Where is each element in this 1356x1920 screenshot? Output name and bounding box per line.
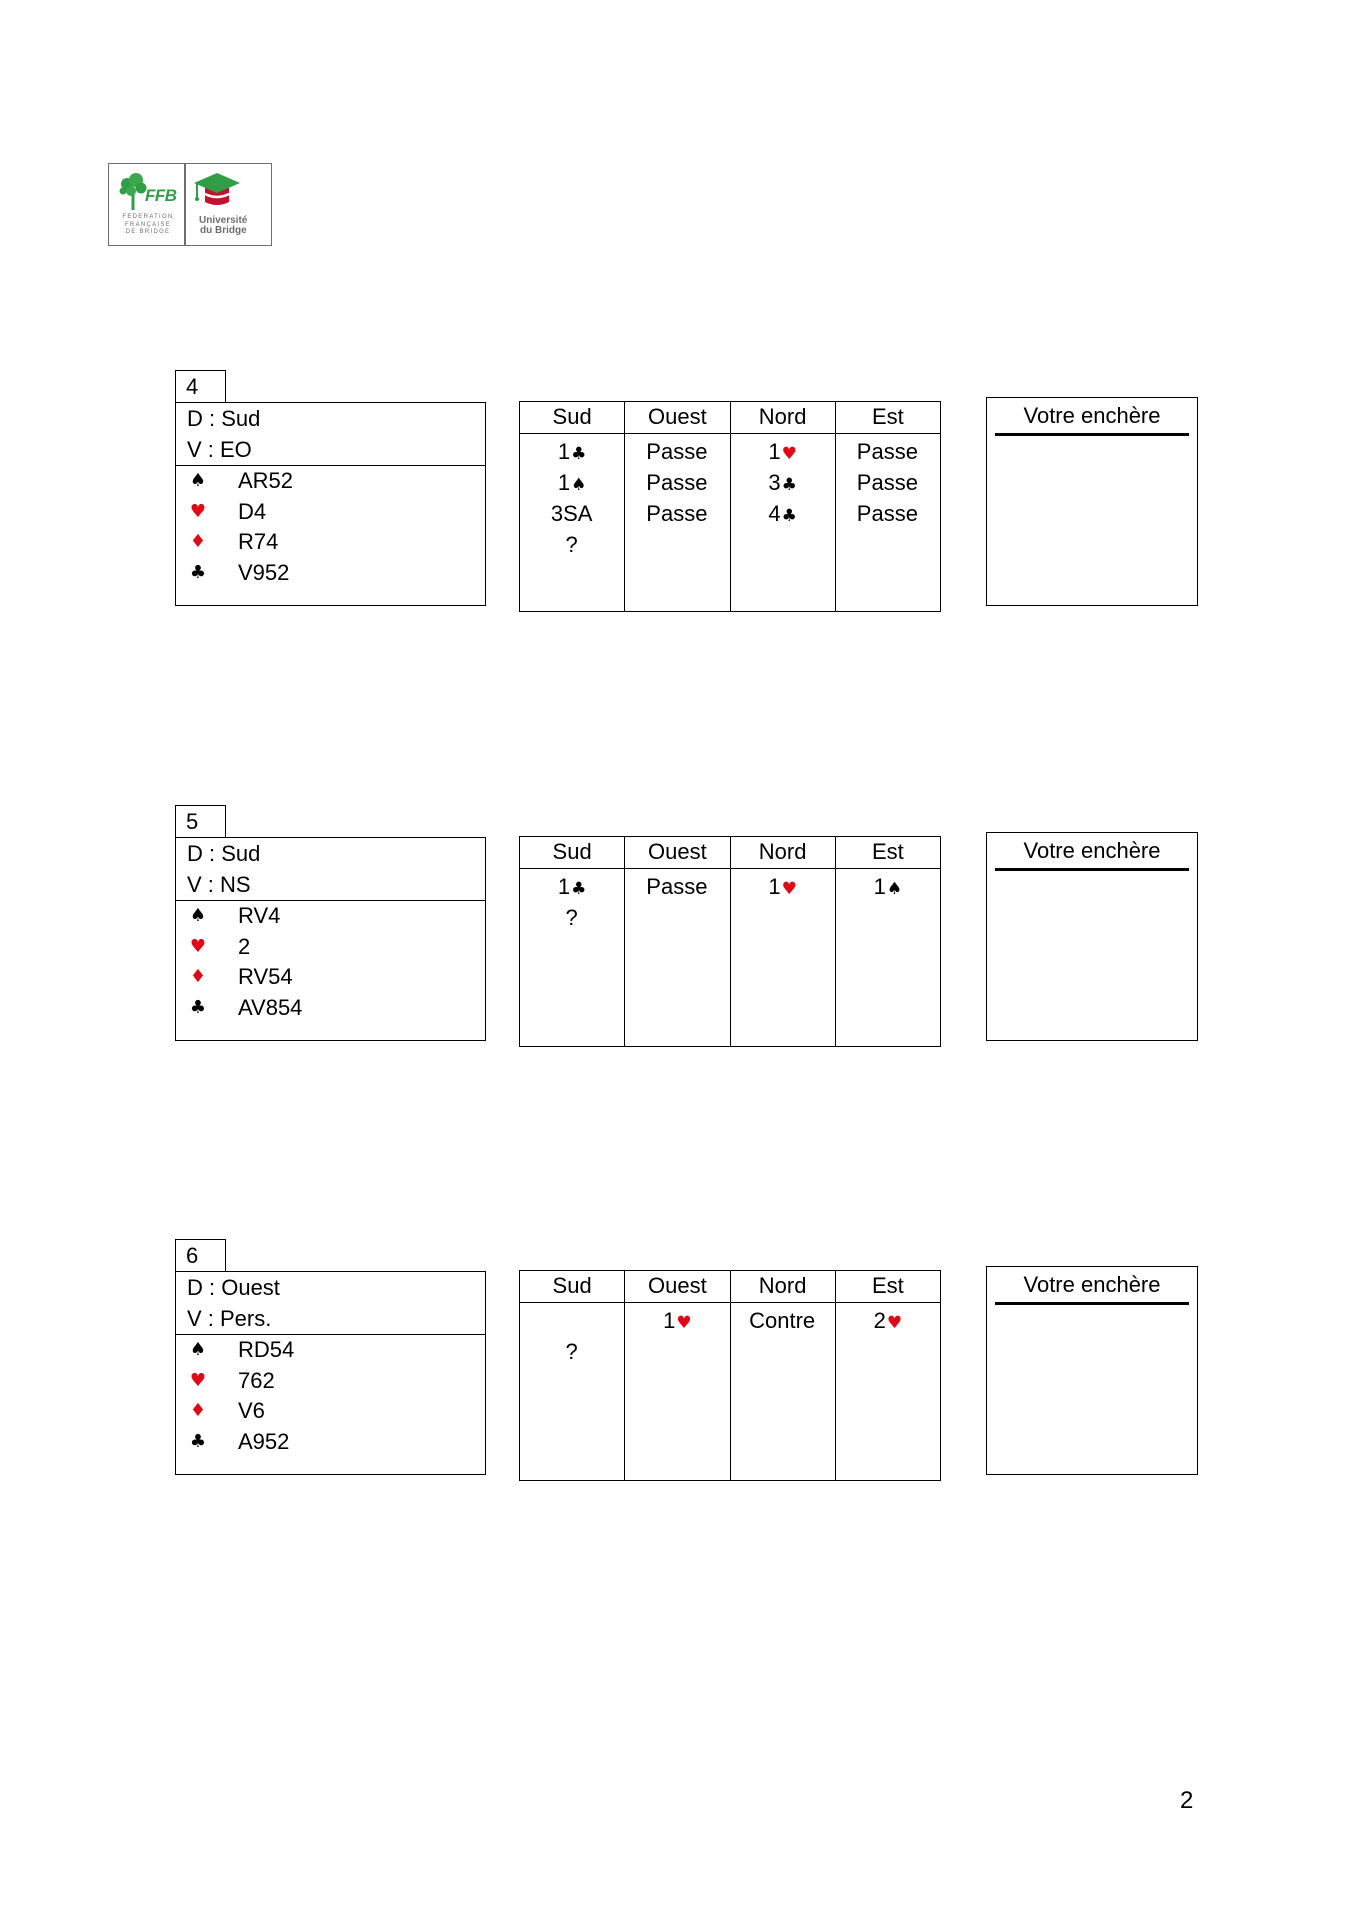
- bid-level: Passe: [856, 439, 918, 464]
- bid: [625, 871, 729, 902]
- bid: [836, 467, 940, 498]
- clubs-row: [176, 558, 485, 589]
- deal-info: [176, 403, 485, 466]
- deal-info: [176, 838, 485, 901]
- auction-column-est: [836, 402, 940, 611]
- column-header: Sud: [520, 1271, 624, 1303]
- bid: [625, 467, 729, 498]
- federation-line: FRANÇAISE: [124, 221, 172, 228]
- clubs-cards: A952: [238, 1429, 290, 1455]
- bid: [836, 1305, 940, 1336]
- dealer-label: D : Sud: [187, 406, 261, 431]
- diamond-icon: ♦: [189, 966, 207, 988]
- federation-line: DE BRIDGE: [125, 229, 171, 235]
- heart-icon: ♥: [189, 935, 207, 957]
- bid: [836, 498, 940, 529]
- vulnerability-label: V : EO: [187, 437, 252, 462]
- bid: [520, 467, 624, 498]
- suit-icon: ♠: [886, 879, 903, 899]
- page-number: 2: [1180, 1787, 1194, 1814]
- column-header: Sud: [520, 402, 624, 434]
- diamonds-row: [176, 527, 485, 558]
- clubs-row: [176, 1427, 485, 1458]
- university-wordmark: [199, 216, 269, 236]
- column-header: Nord: [731, 1271, 835, 1303]
- spades-row: [176, 901, 485, 932]
- diamond-icon: ♦: [189, 1400, 207, 1422]
- hearts-cards: 762: [238, 1367, 275, 1393]
- deal-number: 5: [175, 805, 226, 838]
- column-header: Sud: [520, 837, 624, 869]
- auction-column-ouest: [625, 402, 730, 611]
- ffb-wordmark: FFB: [145, 186, 177, 205]
- heart-icon: ♥: [189, 1369, 207, 1391]
- auction-column-nord: [731, 402, 836, 611]
- heart-icon: ♥: [189, 500, 207, 522]
- graduation-cap-icon: [193, 172, 241, 212]
- hearts-row: [176, 1366, 485, 1397]
- diamonds-row: [176, 1396, 485, 1427]
- bid: [836, 436, 940, 467]
- bid-level: Passe: [856, 470, 918, 495]
- column-header: Nord: [731, 837, 835, 869]
- bid: [520, 902, 624, 933]
- diamonds-cards: V6: [238, 1398, 265, 1424]
- bid: [520, 436, 624, 467]
- hearts-cards: D4: [238, 498, 267, 524]
- vulnerability-label: V : NS: [187, 872, 251, 897]
- bid: [731, 498, 835, 529]
- bid: [731, 1305, 835, 1336]
- clubs-cards: AV854: [238, 995, 303, 1021]
- answer-box-rule: [995, 1302, 1189, 1305]
- suit-icon: ♠: [571, 475, 587, 495]
- answer-box-rule: [995, 433, 1189, 436]
- club-icon: ♣: [189, 562, 207, 584]
- spade-icon: ♠: [189, 1339, 207, 1360]
- bid-level: 1: [768, 874, 781, 899]
- auction-table: [519, 836, 941, 1047]
- deal-number: 6: [175, 1239, 226, 1272]
- deal-block: [0, 805, 1356, 1055]
- suit-icon: ♣: [781, 475, 797, 495]
- bid: [625, 498, 729, 529]
- federation-subtitle: [118, 214, 178, 237]
- clubs-row: [176, 993, 485, 1024]
- diamonds-cards: RV54: [238, 964, 293, 990]
- hand-diagram: [175, 402, 486, 606]
- bid: [731, 436, 835, 467]
- bid: [731, 467, 835, 498]
- suit-icon: ♣: [781, 506, 797, 526]
- answer-box: [986, 832, 1198, 1041]
- bid: [520, 1305, 624, 1336]
- bid: [520, 871, 624, 902]
- auction-column-sud: [520, 402, 625, 611]
- dealer-label: D : Ouest: [187, 1275, 280, 1300]
- deal-info: [176, 1272, 485, 1335]
- suit-icon: ♣: [571, 444, 587, 464]
- spades-row: [176, 466, 485, 497]
- bid-level: Passe: [646, 470, 708, 495]
- bid-level: ?: [565, 1339, 578, 1364]
- tree-icon: [118, 172, 148, 212]
- bid-level: Passe: [646, 874, 708, 899]
- suit-icon: ♥: [676, 1313, 692, 1333]
- hand-holdings: [176, 1335, 485, 1458]
- bid: [836, 871, 940, 902]
- bid: [731, 871, 835, 902]
- column-header: Est: [836, 1271, 940, 1303]
- suit-icon: ♥: [781, 879, 797, 899]
- spade-icon: ♠: [189, 470, 207, 491]
- ffb-university-logo: [108, 163, 272, 246]
- club-icon: ♣: [189, 1431, 207, 1453]
- auction-column-est: [836, 1271, 940, 1480]
- suit-icon: ♥: [781, 444, 797, 464]
- spades-row: [176, 1335, 485, 1366]
- spades-cards: RD54: [238, 1337, 295, 1362]
- bid-level: 3: [768, 470, 781, 495]
- bid-level: 1: [663, 1308, 676, 1333]
- answer-box-title: Votre enchère: [1023, 838, 1161, 863]
- bid-level: Passe: [856, 501, 918, 526]
- bid: [625, 436, 729, 467]
- spades-cards: AR52: [238, 468, 294, 493]
- auction-column-ouest: [625, 837, 730, 1046]
- column-header: Ouest: [625, 402, 729, 434]
- deal-block: [0, 1239, 1356, 1489]
- diamonds-cards: R74: [238, 529, 279, 555]
- bid-level: Passe: [646, 439, 708, 464]
- hand-holdings: [176, 466, 485, 589]
- auction-table: [519, 401, 941, 612]
- vulnerability-label: V : Pers.: [187, 1306, 272, 1331]
- answer-box-title: Votre enchère: [1023, 1272, 1161, 1297]
- hearts-row: [176, 497, 485, 528]
- hand-diagram: [175, 1271, 486, 1475]
- deal-block: [0, 370, 1356, 620]
- club-icon: ♣: [189, 997, 207, 1019]
- auction-column-sud: [520, 837, 625, 1046]
- spades-cards: RV4: [238, 903, 281, 928]
- answer-box: [986, 1266, 1198, 1475]
- answer-box-rule: [995, 868, 1189, 871]
- university-line: du Bridge: [200, 225, 247, 236]
- logo-divider: [184, 164, 186, 245]
- suit-icon: ♣: [571, 879, 587, 899]
- bid-level: 4: [768, 501, 781, 526]
- bid-level: 1: [873, 874, 886, 899]
- answer-box-title: Votre enchère: [1023, 403, 1161, 428]
- column-header: Est: [836, 837, 940, 869]
- clubs-cards: V952: [238, 560, 290, 586]
- diamond-icon: ♦: [189, 531, 207, 553]
- bid-level: 2: [873, 1308, 886, 1333]
- auction-column-nord: [731, 837, 836, 1046]
- bid-level: 1: [557, 874, 571, 899]
- column-header: Ouest: [625, 1271, 729, 1303]
- suit-icon: ♥: [886, 1313, 903, 1333]
- bid-level: Passe: [646, 501, 708, 526]
- bid: [520, 1336, 624, 1367]
- spade-icon: ♠: [189, 905, 207, 926]
- auction-column-nord: [731, 1271, 836, 1480]
- diamonds-row: [176, 962, 485, 993]
- bid: [520, 498, 624, 529]
- answer-box: [986, 397, 1198, 606]
- bid-level: 1: [557, 470, 571, 495]
- hearts-cards: 2: [238, 933, 251, 959]
- hand-holdings: [176, 901, 485, 1024]
- hearts-row: [176, 932, 485, 963]
- bid-level: Contre: [749, 1308, 816, 1333]
- bid: [625, 1305, 729, 1336]
- auction-column-est: [836, 837, 940, 1046]
- column-header: Est: [836, 402, 940, 434]
- column-header: Ouest: [625, 837, 729, 869]
- bid-level: ?: [565, 905, 578, 930]
- federation-line: FEDERATION: [122, 214, 174, 220]
- column-header: Nord: [731, 402, 835, 434]
- bid: [520, 529, 624, 560]
- auction-column-sud: [520, 1271, 625, 1480]
- hand-diagram: [175, 837, 486, 1041]
- bid-level: ?: [565, 532, 578, 557]
- auction-column-ouest: [625, 1271, 730, 1480]
- auction-table: [519, 1270, 941, 1481]
- bid-level: 3SA: [550, 501, 593, 526]
- bid-level: 1: [768, 439, 781, 464]
- dealer-label: D : Sud: [187, 841, 261, 866]
- deal-number: 4: [175, 370, 226, 403]
- bid-level: 1: [557, 439, 571, 464]
- university-line: Université: [199, 215, 248, 226]
